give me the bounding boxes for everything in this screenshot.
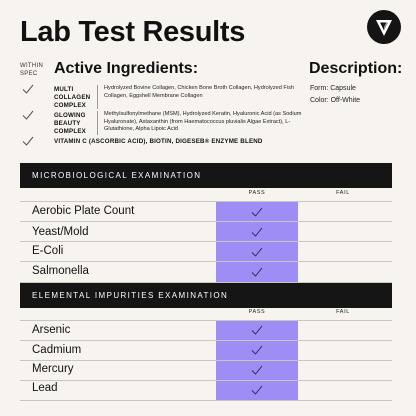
checkmark-icon xyxy=(22,110,34,120)
checkmark-icon xyxy=(22,136,34,146)
page-title: Lab Test Results xyxy=(20,16,246,48)
active-ingredients-heading: Active Ingredients: xyxy=(54,60,199,77)
microbiological-section-header xyxy=(20,163,392,188)
ingredient-name-line: BEAUTY xyxy=(54,120,81,127)
row-divider xyxy=(20,360,392,361)
pass-checkmark-icon xyxy=(251,267,263,277)
pass-column-header: PASS xyxy=(248,190,266,196)
row-divider xyxy=(20,380,392,381)
description-form: Form: Capsule xyxy=(310,85,356,92)
pass-checkmark-icon xyxy=(251,385,263,395)
table-row-label: Mercury xyxy=(32,363,74,375)
within-spec-line-2: SPEC xyxy=(20,71,38,77)
row-divider xyxy=(20,261,392,262)
pass-column-header: PASS xyxy=(248,309,266,315)
section-title: MICROBIOLOGICAL EXAMINATION xyxy=(32,171,202,180)
ingredient-name-line: MULTI xyxy=(54,86,74,93)
row-divider xyxy=(20,320,392,321)
divider xyxy=(97,111,98,135)
brand-logo-icon xyxy=(367,10,401,44)
divider xyxy=(97,85,98,109)
row-divider xyxy=(20,400,392,401)
ingredient-name-line: COLLAGEN xyxy=(54,94,91,101)
ingredient-name-line: COMPLEX xyxy=(54,128,86,135)
fail-column-header: FAIL xyxy=(336,190,350,196)
pass-checkmark-icon xyxy=(251,247,263,257)
table-row-label: Yeast/Mold xyxy=(32,226,89,238)
checkmark-icon xyxy=(22,84,34,94)
table-row-label: Aerobic Plate Count xyxy=(32,205,135,217)
description-heading: Description: xyxy=(309,60,403,77)
table-row-label: Arsenic xyxy=(32,324,71,336)
fail-column-header: FAIL xyxy=(336,309,350,315)
elemental-section-header xyxy=(20,283,392,308)
table-row-label: Lead xyxy=(32,382,58,394)
row-divider xyxy=(20,340,392,341)
ingredient-group-text: Hydrolyzed Bovine Collagen, Chicken Bone Broth Collagen, Hydrolyzed Fish Collagen, Eggshell Membrane Collagen xyxy=(104,85,294,99)
pass-checkmark-icon xyxy=(251,345,263,355)
within-spec-line-1: WITHIN xyxy=(20,63,44,69)
ingredient-group-text: Methylsulfonylmethane (MSM), Hydrolyzed Keratin, Hyaluronic Acid (as Sodium Hyaluronate), Astaxanthin (from Haematococcus pluvialis Algae Extract), L-Glutathione, Alpha Lipoic Acid xyxy=(104,111,302,133)
ingredient-name-line: GLOWING xyxy=(54,112,86,119)
table-row-label: Salmonella xyxy=(32,265,89,277)
section-title: ELEMENTAL IMPURITIES EXAMINATION xyxy=(32,291,229,300)
description-color: Color: Off-White xyxy=(310,97,361,104)
ingredient-group-name xyxy=(54,112,86,136)
pass-checkmark-icon xyxy=(251,365,263,375)
ingredient-name-line: COMPLEX xyxy=(54,102,86,109)
table-row-label: Cadmium xyxy=(32,344,82,356)
row-divider xyxy=(20,221,392,222)
row-divider xyxy=(20,241,392,242)
ingredient-group-name xyxy=(54,86,90,110)
pass-checkmark-icon xyxy=(251,325,263,335)
pass-checkmark-icon xyxy=(251,227,263,237)
within-spec-label xyxy=(20,62,43,78)
pass-checkmark-icon xyxy=(251,207,263,217)
table-row-label: E-Coli xyxy=(32,245,64,257)
vitamin-blend: VITAMIN C (ASCORBIC ACID), BIOTIN, DIGESEB® ENZYME BLEND xyxy=(54,138,263,145)
row-divider xyxy=(20,201,392,202)
